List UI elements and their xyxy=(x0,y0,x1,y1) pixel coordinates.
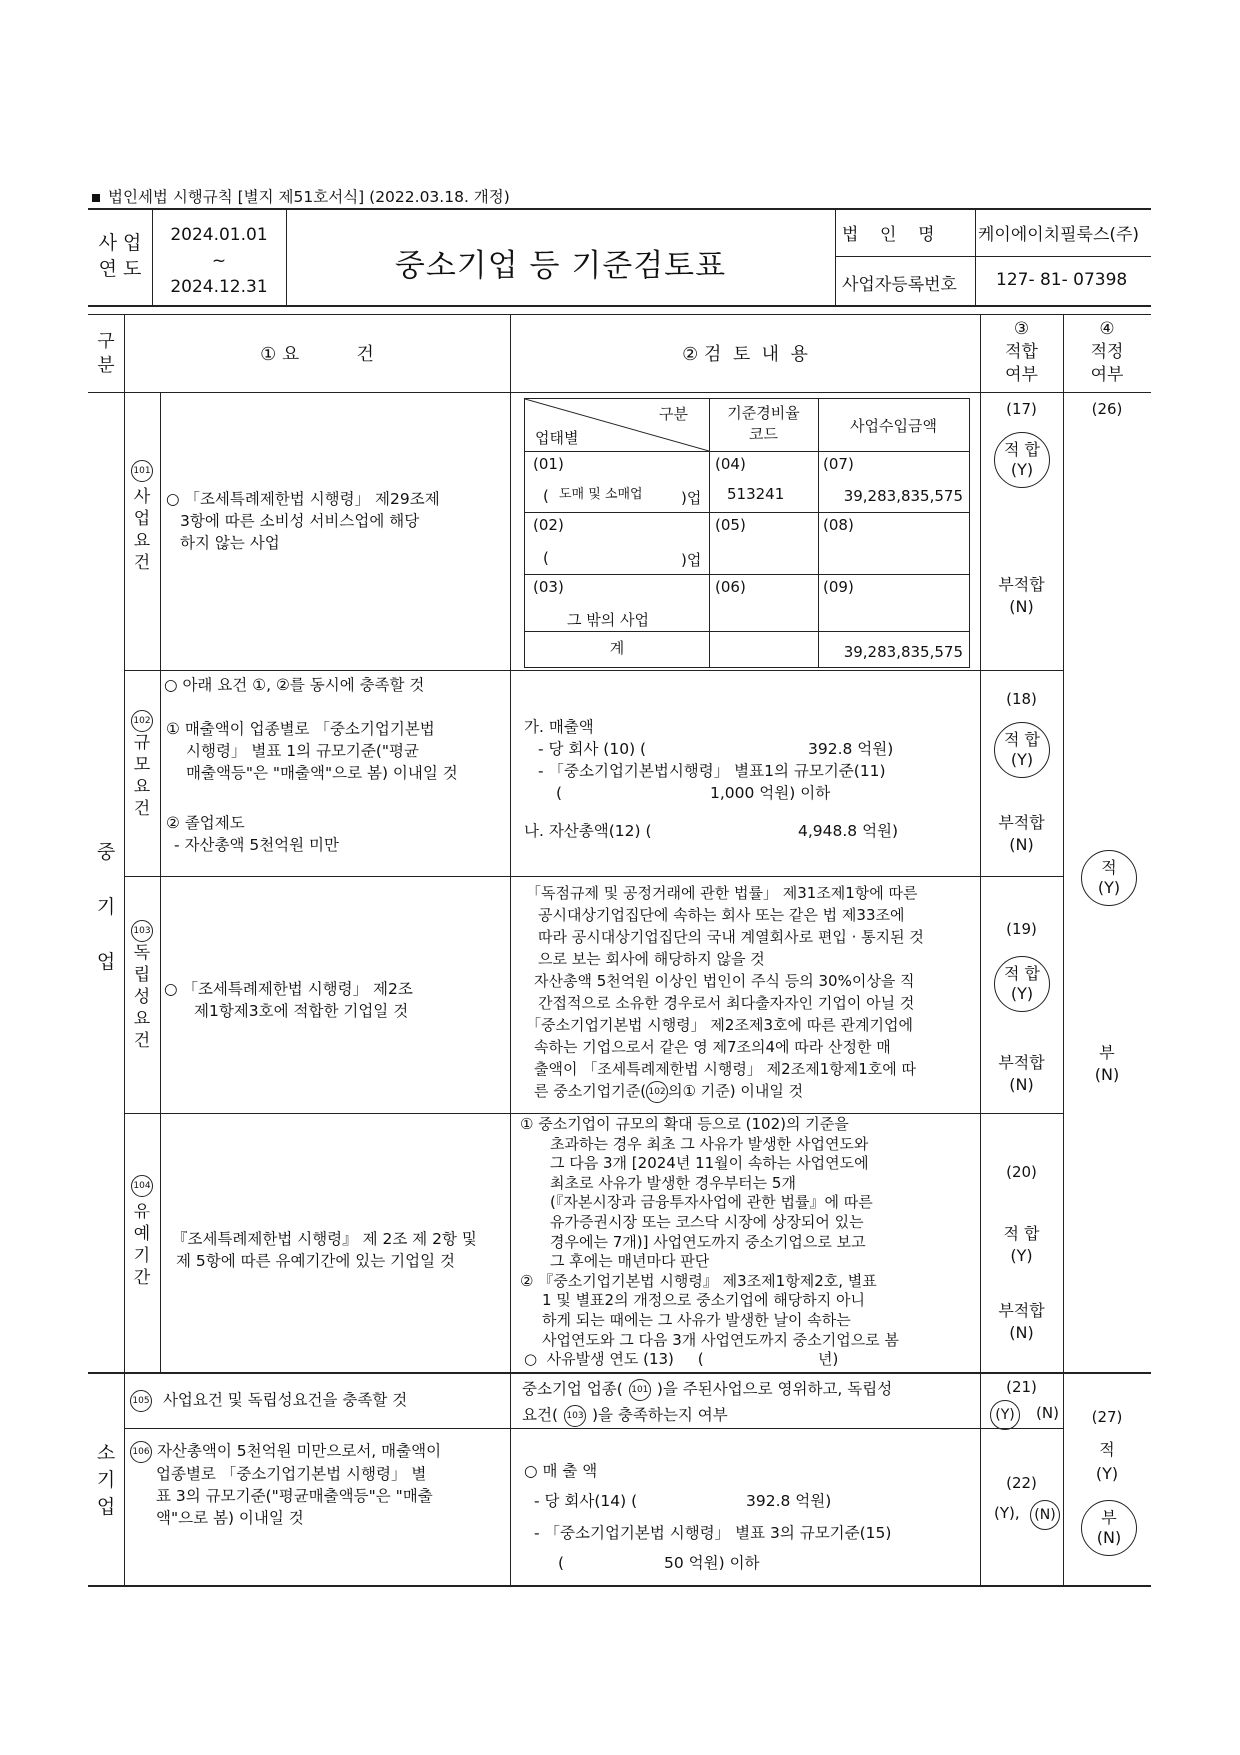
unfit-19: 부적합 (N) xyxy=(998,1053,1045,1094)
small-final-no: (27) xyxy=(1091,1408,1123,1426)
corp-name-label: 법 인 명 xyxy=(842,225,935,245)
scale-standard-open: ( xyxy=(556,784,563,802)
small-final-yes: 적 (Y) xyxy=(1095,1440,1119,1483)
row3-amount-no: (09) xyxy=(823,578,854,596)
col-requirement: ① 요 건 xyxy=(260,344,374,365)
row3-no: (03) xyxy=(533,578,564,596)
scale-requirement-1: ① 매출액이 업종별로 「중소기업기본법 시행령」 별표 1의 규모기준("평균 매출액등"은 "매출액"으로 봄) 이내일 것 xyxy=(166,720,458,782)
small-b-standard-open: ( xyxy=(558,1554,565,1572)
row1-close: )업 xyxy=(681,489,702,507)
circled-number: 104 xyxy=(131,1175,153,1197)
row1-no: (01) xyxy=(533,455,564,473)
fit-no-18: (18) xyxy=(1006,690,1037,708)
business-period: 2024.01.01 ~ 2024.12.31 xyxy=(170,225,268,297)
fit-no-20: (20) xyxy=(1006,1163,1037,1181)
circled-number: 103 xyxy=(564,1405,586,1427)
small-b-own-value: 392.8 억원) xyxy=(746,1492,832,1510)
total-label: 계 xyxy=(609,639,625,657)
row2-close: )업 xyxy=(681,551,702,569)
business-year-label: 사 업 연 도 xyxy=(98,232,142,280)
small-b-standard-label: - 「중소기업기본법 시행령」 별표 3의 규모기준(15) xyxy=(534,1524,892,1542)
fit-circle-18: 적 합 (Y) xyxy=(994,722,1050,778)
th-business-type: 업태별 xyxy=(535,429,579,447)
circled-number: 101 xyxy=(131,460,153,482)
fit-no-19: (19) xyxy=(1006,920,1037,938)
corp-name: 케이에이치필룩스(주) xyxy=(978,225,1140,245)
fit-y-22: (Y), xyxy=(994,1504,1020,1522)
total-amount: 39,283,835,575 xyxy=(843,643,963,661)
reg-no-label: 사업자등록번호 xyxy=(842,275,957,295)
col-division: 구 분 xyxy=(97,331,115,376)
col-appropriate: ④ 적정 여부 xyxy=(1090,319,1124,385)
small-a-requirement: 105 사업요건 및 독립성요건을 충족할 것 xyxy=(130,1388,407,1412)
small-b-own-label: - 당 회사(14) ( xyxy=(534,1492,638,1510)
scale-requirement-2: ② 졸업제도 - 자산총액 5천억원 미만 xyxy=(166,814,339,854)
small-b-requirement: 106 자산총액이 5천억원 미만으로서, 매출액이 업종별로 「중소기업기본법 시행령」 별 표 3의 규모기준("평균매출액등"은 "매출 액"으로 봄) 이내일 것 xyxy=(130,1440,441,1529)
grace-label: 104 유 예 기 간 xyxy=(124,1175,160,1289)
circled-number: 102 xyxy=(131,710,153,732)
grace-requirement: 『조세특례제한법 시행령』 제 2조 제 2항 및 제 5항에 따른 유예기간에 있는 기업일 것 xyxy=(172,1230,477,1270)
row3-code-no: (06) xyxy=(715,578,746,596)
sme-final-no: (26) xyxy=(1091,400,1123,418)
scale-sales-label: 가. 매출액 xyxy=(524,718,594,736)
scale-own-label: - 당 회사 (10) ( xyxy=(538,740,647,758)
small-final-no-circle: 부 (N) xyxy=(1081,1500,1137,1556)
scale-label: 102 규 모 요 건 xyxy=(124,710,160,820)
fit-n-21: (N) xyxy=(1036,1404,1059,1422)
row1-code: 513241 xyxy=(727,485,785,503)
indep-label: 103 독 립 성 요 건 xyxy=(124,920,160,1052)
square-bullet-icon xyxy=(92,194,100,202)
scale-asset-label: 나. 자산총액(12) ( xyxy=(524,822,652,840)
col-fit: ③ 적합 여부 xyxy=(1005,319,1038,385)
row1-open: ( xyxy=(543,487,549,505)
th-division: 구분 xyxy=(659,405,688,423)
row1-code-no: (04) xyxy=(715,455,746,473)
sme-final-circle: 적 (Y) xyxy=(1081,850,1137,906)
fit-20: 적 합 (Y) xyxy=(1003,1224,1040,1265)
form-reference: 법인세법 시행규칙 [별지 제51호서식] (2022.03.18. 개정) xyxy=(92,185,510,207)
circled-number: 105 xyxy=(130,1390,152,1412)
row1-business-name: 도매 및 소매업 xyxy=(559,487,643,502)
scale-asset-value: 4,948.8 억원) xyxy=(798,822,899,840)
biz-label: 101 사 업 요 건 xyxy=(124,460,160,574)
unfit-17: 부적합 (N) xyxy=(998,575,1045,616)
scale-standard-label: - 「중소기업기본법시행령」 별표1의 규모기준(11) xyxy=(538,762,886,780)
page-title: 중소기업 등 기준검토표 xyxy=(394,248,727,284)
fit-circle-17: 적 합 (Y) xyxy=(994,432,1050,488)
fit-no-17: (17) xyxy=(1006,400,1037,418)
side-label-sme: 중 기 업 xyxy=(96,841,116,973)
th-code: 기준경비율 코드 xyxy=(727,404,800,443)
row2-open: ( xyxy=(543,549,549,567)
indep-review: 「독점규제 및 공정거래에 관한 법률」 제31조제1항에 따른 공시대상기업집단에 속하는 회사 또는 같은 법 제33조에 따라 공시대상기업집단의 국내 계열회사로 편입 · 통지된 것 으로 보는 회사에 해당하지 않을 것 자산총액 5천억원 이상인 법인이 주식 등의 30%이상을 직 간접적으로 소유한 경우로서 최다출자자인 기업이 아닐 것 「중소기업기본법 시행령」 제2조제3호에 따른 관계기업에 속하는 기업으로서 같은 영 제7조의4에 따라 산정한 매 출액이 「조세특례제한법 시행령」 제2조제1항제1호에 따 른 중소기업기준( 102 의① 기준) 이내일 것 xyxy=(526,882,924,1103)
circled-number: 106 xyxy=(130,1441,152,1463)
row3-business-name: 그 밖의 사업 xyxy=(567,611,649,629)
circled-number: 102 xyxy=(646,1081,668,1103)
reg-no: 127- 81- 07398 xyxy=(996,270,1128,290)
circled-number: 103 xyxy=(131,920,153,942)
indep-requirement: ○ 「조세특례제한법 시행령」 제2조 제1항제3호에 적합한 기업일 것 xyxy=(164,980,413,1020)
unfit-20: 부적합 (N) xyxy=(998,1301,1045,1342)
row2-code-no: (05) xyxy=(715,516,746,534)
row2-amount-no: (08) xyxy=(823,516,854,534)
row2-no: (02) xyxy=(533,516,564,534)
row1-amount-no: (07) xyxy=(823,455,854,473)
scale-intro: ○ 아래 요건 ①, ②를 동시에 충족할 것 xyxy=(164,676,425,694)
grace-review: ① 중소기업이 규모의 확대 등으로 (102)의 기준을 초과하는 경우 최초 그 사유가 발생한 사업연도와 그 다음 3개 [2024년 11월이 속하는 사업연도에 최초로 사유가 발생한 경우부터는 5개 (『자본시장과 금융투자사업에 관한 법률』에 따른 유가증권시장 또는 코스닥 시장에 상장되어 있는 경우에는 7개)] 사업연도까지 중소기업으로 보고 그 후에는 매년마다 판단 ② 『중소기업기본법 시행령』 제3조제1항제2호, 별표 1 및 별표2의 개정으로 중소기업에 해당하지 아니 하게 되는 때에는 그 사유가 발생한 날이 속하는 사업연도와 그 다음 3개 사업연도까지 중소기업으로 봄 ○ 사유발생 연도 (13) ( 년) xyxy=(520,1115,899,1369)
sme-final-no-label: 부 (N) xyxy=(1094,1043,1120,1084)
unfit-18: 부적합 (N) xyxy=(998,813,1045,854)
fit-no-21: (21) xyxy=(1006,1378,1037,1396)
scale-standard-value: 1,000 억원) 이하 xyxy=(710,784,831,802)
col-review: ② 검 토 내 용 xyxy=(682,344,808,365)
fit-n-circle-22: (N) xyxy=(1030,1500,1060,1530)
small-b-sales-label: ○ 매 출 액 xyxy=(524,1462,598,1480)
small-a-review: 중소기업 업종( 101 )을 주된사업으로 영위하고, 독립성 요건( 103 )을 충족하는지 여부 xyxy=(522,1376,892,1428)
biz-table xyxy=(524,398,970,668)
biz-requirement: ○ 「조세특례제한법 시행령」 제29조제 3항에 따른 소비성 서비스업에 해당 하지 않는 사업 xyxy=(166,490,440,552)
fit-y-circle-21: (Y) xyxy=(990,1400,1020,1430)
side-label-small: 소 기 업 xyxy=(96,1442,116,1518)
scale-own-value: 392.8 억원) xyxy=(808,740,894,758)
fit-circle-19: 적 합 (Y) xyxy=(994,956,1050,1012)
small-b-standard-value: 50 억원) 이하 xyxy=(664,1554,760,1572)
circled-number: 101 xyxy=(629,1379,651,1401)
row1-amount: 39,283,835,575 xyxy=(843,487,963,505)
fit-no-22: (22) xyxy=(1006,1474,1037,1492)
th-amount: 사업수입금액 xyxy=(850,417,937,435)
